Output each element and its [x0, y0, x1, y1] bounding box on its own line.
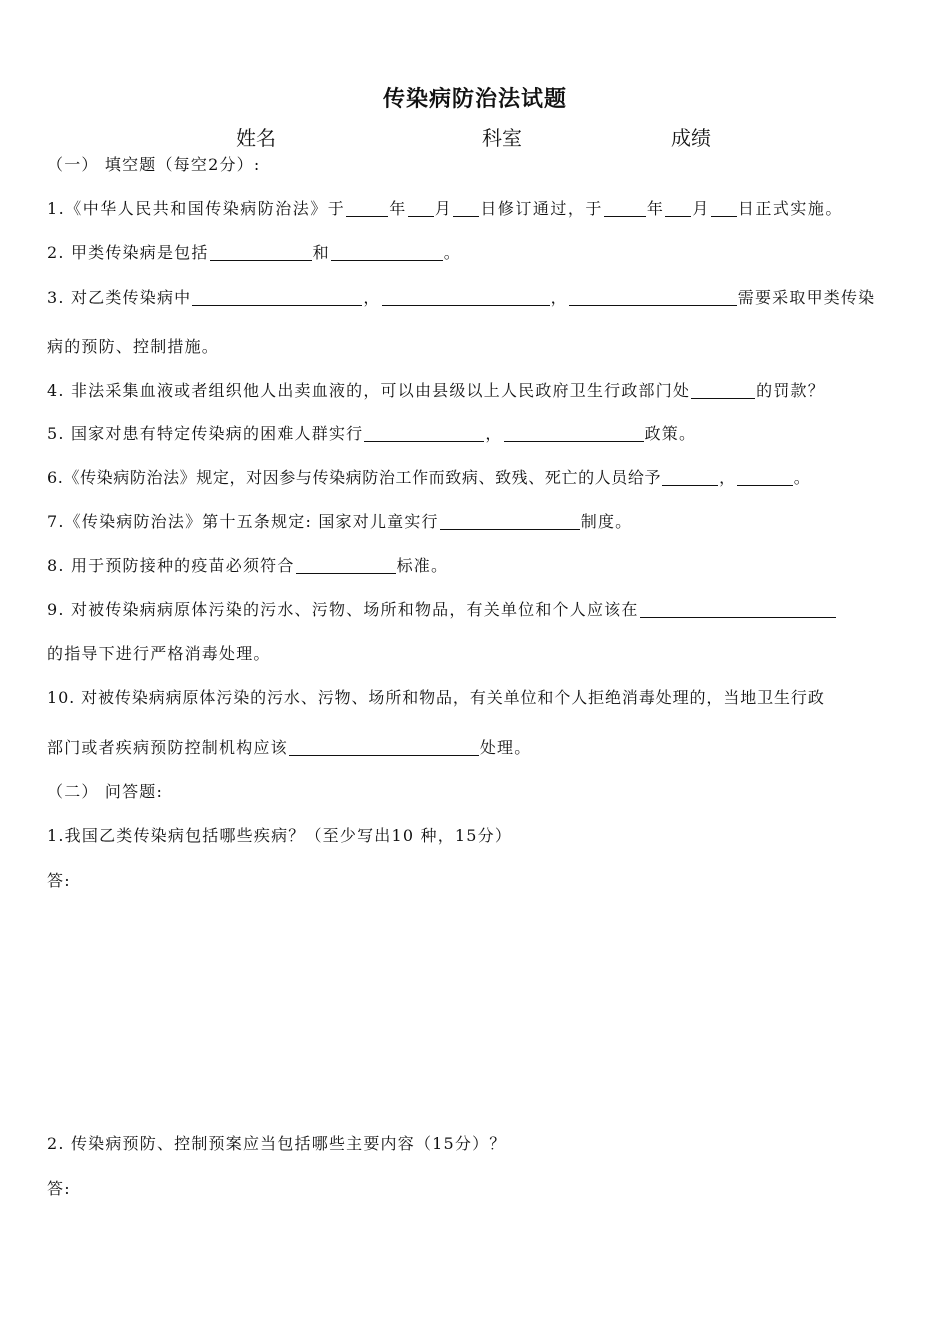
question-2: 2. 甲类传染病是包括 和 。: [47, 243, 461, 262]
question-8: 8. 用于预防接种的疫苗必须符合 标准。: [47, 556, 449, 575]
section-qa-heading: （二） 问答题:: [47, 782, 164, 801]
blank-field[interactable]: [364, 440, 484, 442]
question-1: 1.《中华人民共和国传染病防治法》于 年 月 日修订通过，于 年 月 日正式实施。: [47, 199, 843, 218]
blank-field[interactable]: [737, 484, 793, 486]
question-7: 7.《传染病防治法》第十五条规定: 国家对儿童实行 制度。: [47, 512, 633, 531]
answer-label-1: 答:: [47, 871, 71, 890]
section-fill-blank-heading: （一） 填空题（每空2分）:: [47, 155, 261, 174]
blank-field[interactable]: [346, 215, 388, 217]
page-title: 传染病防治法试题: [382, 86, 567, 112]
blank-field[interactable]: [210, 259, 312, 261]
department-label: 科室: [482, 126, 522, 150]
question-6: 6.《传染病防治法》规定，对因参与传染病防治工作而致病、致残、死亡的人员给予 ， 。: [47, 468, 811, 487]
score-label: 成绩: [671, 126, 711, 150]
blank-field[interactable]: [569, 304, 737, 306]
blank-field[interactable]: [296, 572, 396, 574]
blank-field[interactable]: [331, 259, 443, 261]
blank-field[interactable]: [289, 754, 479, 756]
qa-question-2: 2. 传染病预防、控制预案应当包括哪些主要内容（15分）？: [47, 1134, 507, 1153]
qa-question-1: 1.我国乙类传染病包括哪些疾病？（至少写出10 种，15分）: [47, 826, 513, 845]
question-3-continued: 病的预防、控制措施。: [47, 337, 220, 356]
blank-field[interactable]: [711, 215, 737, 217]
blank-field[interactable]: [640, 616, 836, 618]
blank-field[interactable]: [504, 440, 644, 442]
blank-field[interactable]: [453, 215, 479, 217]
question-9: 9. 对被传染病病原体污染的污水、污物、场所和物品，有关单位和个人应该在: [47, 597, 837, 620]
blank-field[interactable]: [382, 304, 550, 306]
blank-field[interactable]: [662, 484, 718, 486]
blank-field[interactable]: [408, 215, 434, 217]
blank-field[interactable]: [665, 215, 691, 217]
question-10: 10. 对被传染病病原体污染的污水、污物、场所和物品，有关单位和个人拒绝消毒处理的，当地卫生行政: [47, 688, 825, 707]
blank-field[interactable]: [192, 304, 362, 306]
question-5: 5. 国家对患有特定传染病的困难人群实行 ， 政策。: [47, 424, 697, 443]
blank-field[interactable]: [440, 528, 580, 530]
name-label: 姓名: [236, 126, 276, 150]
question-9-continued: 的指导下进行严格消毒处理。: [47, 644, 271, 663]
question-10-continued: 部门或者疾病预防控制机构应该 处理。: [47, 738, 532, 757]
answer-label-2: 答:: [47, 1179, 71, 1198]
question-4: 4. 非法采集血液或者组织他人出卖血液的，可以由县级以上人民政府卫生行政部门处 的罚款？: [47, 381, 825, 400]
question-3: 3. 对乙类传染病中 ， ， 需要采取甲类传染: [47, 288, 876, 307]
blank-field[interactable]: [691, 397, 755, 399]
blank-field[interactable]: [604, 215, 646, 217]
